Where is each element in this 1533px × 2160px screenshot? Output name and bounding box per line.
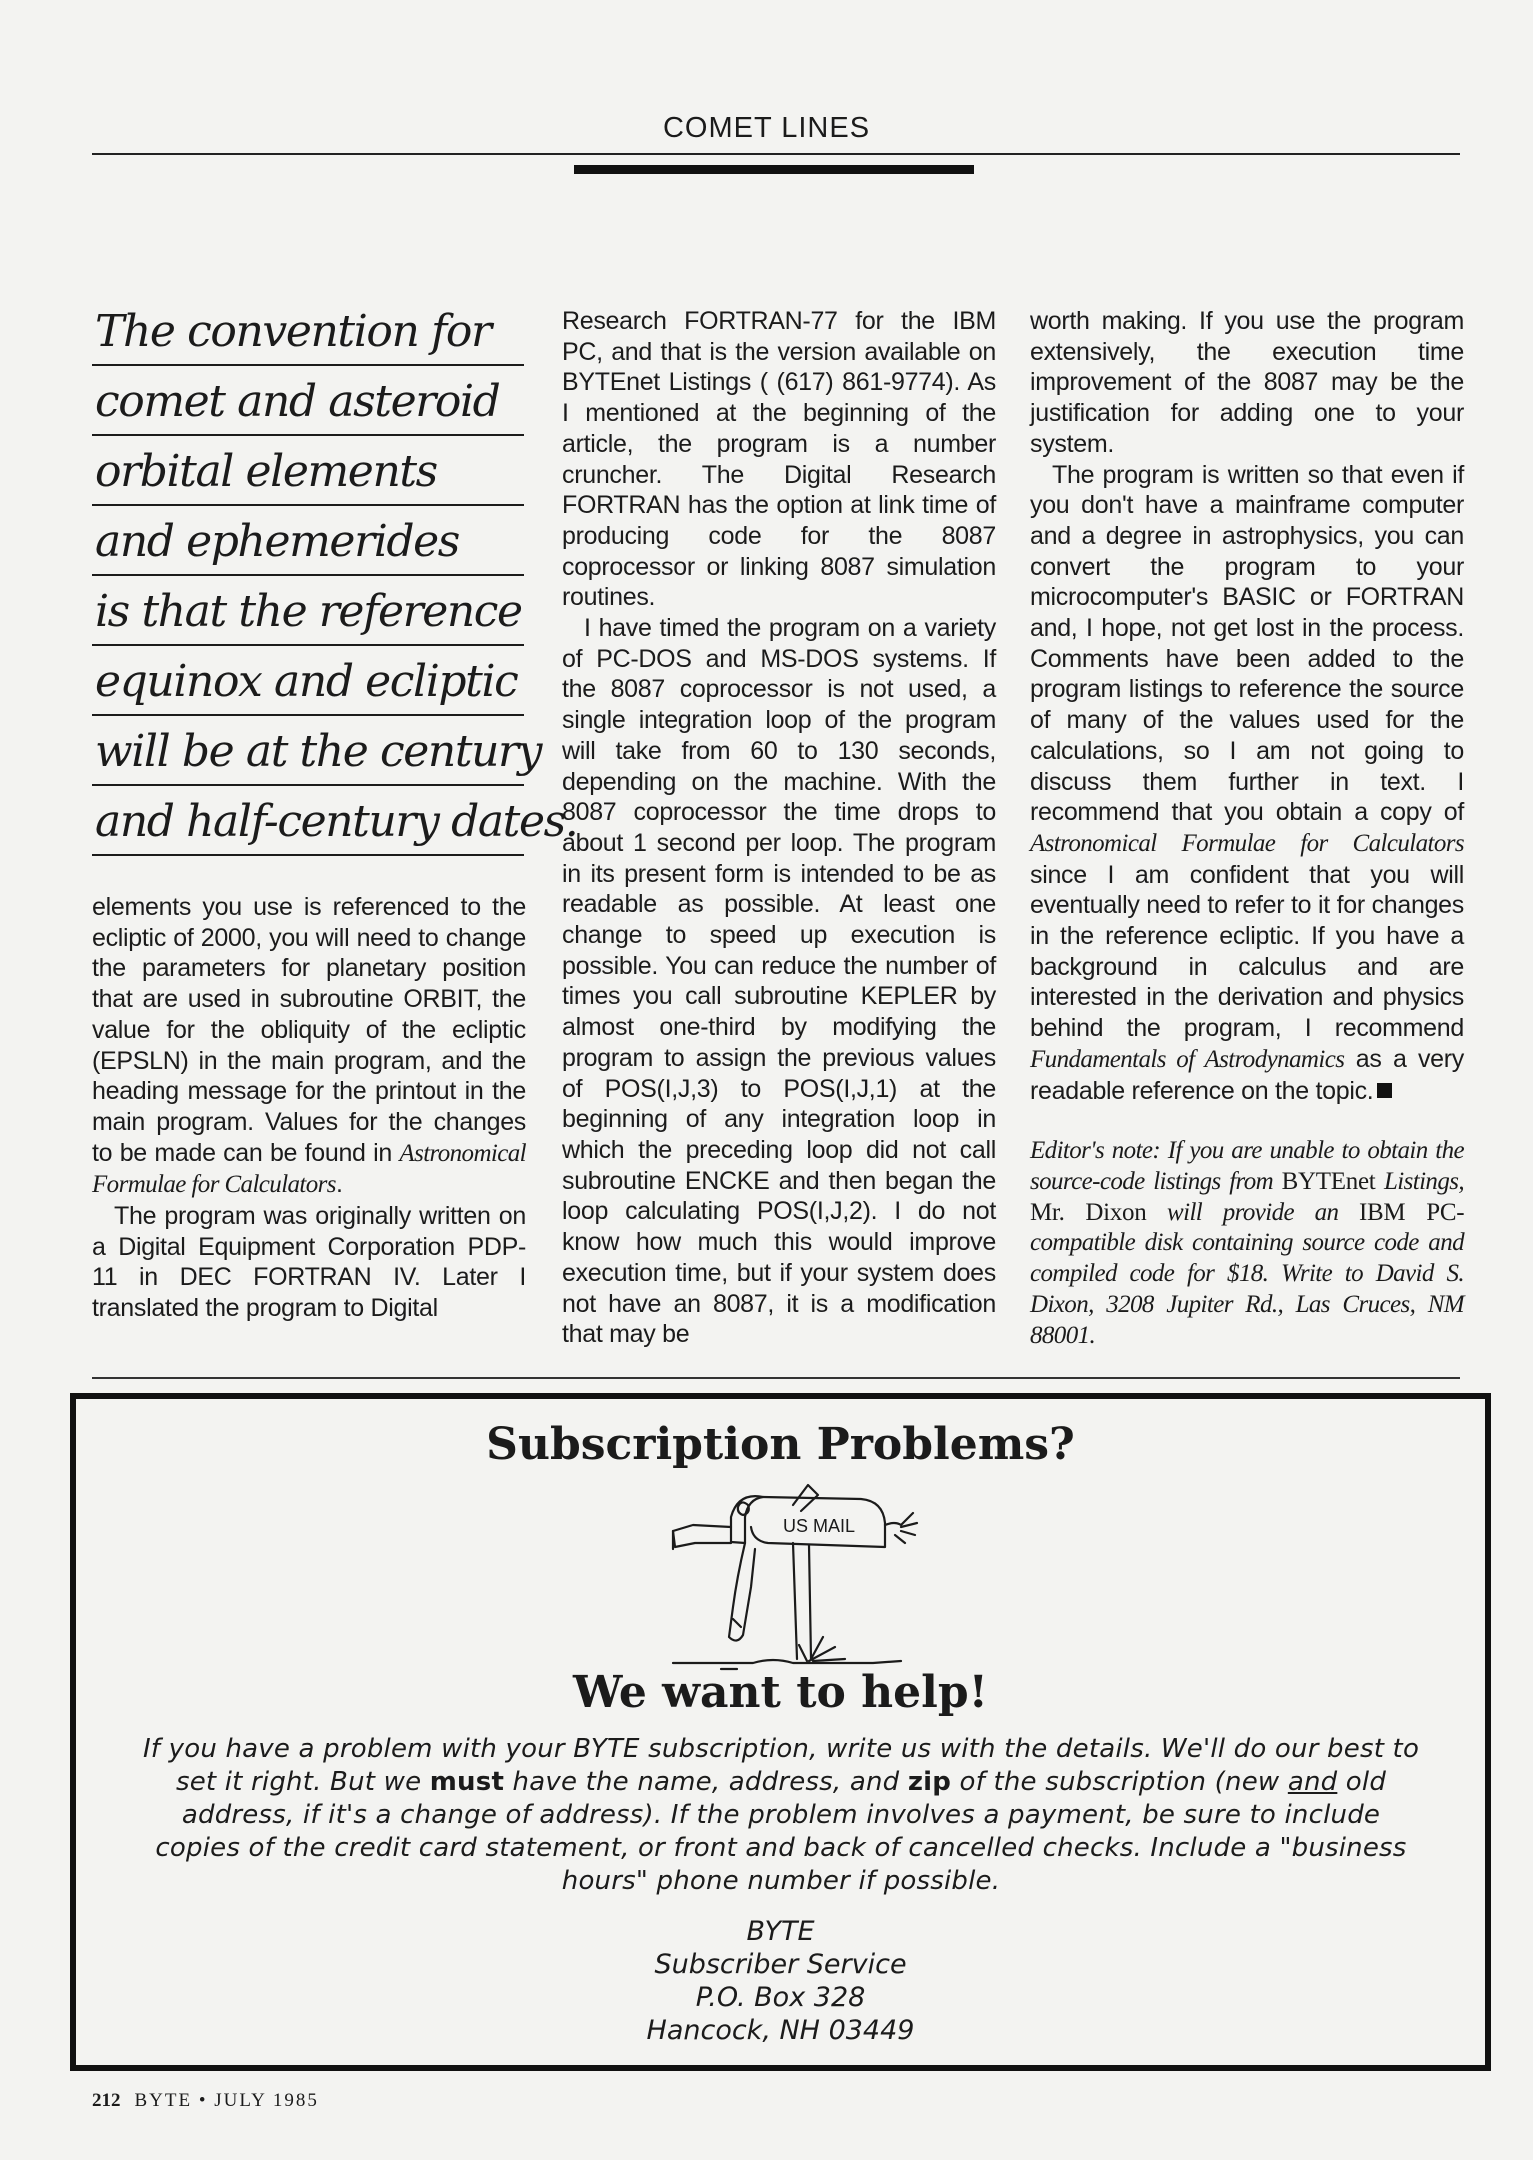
article-paragraph: The program was originally written on a Digital Equipment Corporation PDP-11 in DEC FORTRAN IV. Later I translated the program to Digital (92, 1202, 526, 1323)
subscription-subtitle: We want to help! (573, 1667, 988, 1718)
pull-quote-line: is that the reference (92, 576, 524, 646)
subscription-body: If you have a problem with your BYTE subscription, write us with the details. We'll do our best to set it right. But we must have the name, address, and zip of the subscription (new and old address, if it's a change of address). If the problem involves a payment, be sure to include copies of the credit card statement, or front and back of cancelled checks. Include a "business hours" phone number if possible. (142, 1734, 1420, 1896)
publication-info: BYTE • JULY 1985 (134, 2090, 319, 2111)
book-title: Astronomical Formulae for Calculators (92, 1139, 526, 1199)
mailing-address (76, 1915, 1485, 2047)
subscription-title: Subscription Problems? (486, 1419, 1075, 1470)
header-bar (574, 165, 974, 174)
article-column-3 (1030, 306, 1464, 1351)
header-rule (92, 153, 1460, 155)
pull-quote-line: The convention for (92, 296, 524, 366)
pull-quote-line: and half-century dates. (92, 786, 524, 856)
book-title: Fundamentals of Astrodynamics (1030, 1045, 1345, 1073)
address-line: P.O. Box 328 (695, 1982, 866, 2013)
address-line: Hancock, NH 03449 (646, 2015, 915, 2046)
book-title: Astronomical Formulae for Calculators (1030, 829, 1464, 857)
mailbox-label: US MAIL (783, 1516, 856, 1536)
pull-quote-line: will be at the century (92, 716, 524, 786)
mailbox-icon (633, 1477, 993, 1667)
subscription-box (70, 1393, 1491, 2071)
article-paragraph: worth making. If you use the program extensively, the execution time improvement of the 8087 may be the justification for adding one to your system. (1030, 307, 1464, 458)
pull-quote-line: and ephemerides (92, 506, 524, 576)
article-paragraph: The program is written so that even if you don't have a mainframe computer and a degree in astrophysics, you can convert the program to your microcomputer's BASIC or FORTRAN and, I hope, not get lost in the process. Comments have been added to the program listings to reference the source of many of the values used for the calculations, so I am not going to discuss them further in text. I recommend that you obtain a copy of Astronomical Formulae for Calculators since I am confident that you will eventually need to refer to it for changes in the reference ecliptic. If you have a background in calculus and are interested in the derivation and physics behind the program, I recommend Fundamentals of Astrodynamics as a very readable reference on the topic. (1030, 460, 1465, 1105)
page-number: 212 (92, 2090, 121, 2111)
pull-quote-line: comet and asteroid (92, 366, 524, 436)
end-mark-icon (1377, 1083, 1392, 1098)
editor-note: Editor's note: If you are unable to obtain the source-code listings from BYTEnet Listings, Mr. Dixon will provide an IBM PC-compatible disk containing source code and compiled code for $18. Write to David S. Dixon, 3208 Jupiter Rd., Las Cruces, NM 88001. (1030, 1137, 1465, 1349)
pull-quote (92, 296, 578, 856)
article-column-2 (562, 306, 996, 1350)
address-line: Subscriber Service (654, 1949, 907, 1980)
pull-quote-line: orbital elements (92, 436, 524, 506)
section-title: COMET LINES (662, 112, 871, 144)
article-paragraph: I have timed the program on a variety of PC-DOS and MS-DOS systems. If the 8087 coprocessor is not used, a single integration loop of the program will take from 60 to 130 seconds, depending on the machine. With the 8087 coprocessor the time drops to about 1 second per loop. The program in its present form is intended to be as readable as possible. At least one change to speed up execution is possible. You can reduce the number of times you call subroutine KEPLER by almost one-third by modifying the program to assign the previous values of POS(I,J,3) to POS(I,J,1) at the beginning of any integration loop in which the preceding loop did not call subroutine ENCKE and then began the loop calculating POS(I,J,2). I do not know how much this would improve execution time, but if your system does not have an 8087, it is a modification that may be (562, 614, 996, 1349)
address-line: BYTE (746, 1916, 815, 1947)
pull-quote-line: equinox and ecliptic (92, 646, 524, 716)
bottom-rule (92, 1377, 1460, 1379)
article-paragraph: Research FORTRAN-77 for the IBM PC, and that is the version available on BYTEnet Listings ( (617) 861-9774). As I mentioned at the beginning of the article, the program is a number cruncher. The Digital Research FORTRAN has the option at link time of producing code for the 8087 coprocessor or linking 8087 simulation routines. (562, 307, 996, 612)
page-footer (92, 2090, 319, 2112)
article-paragraph: elements you use is referenced to the ecliptic of 2000, you will need to change the parameters for planetary position that are used in subroutine ORBIT, the value for the obliquity of the ecliptic (EPSLN) in the main program, and the heading message for the printout in the main program. Values for the changes to be made can be found in Astronomical Formulae for Calculators. (92, 893, 526, 1199)
article-column-1 (92, 892, 526, 1324)
